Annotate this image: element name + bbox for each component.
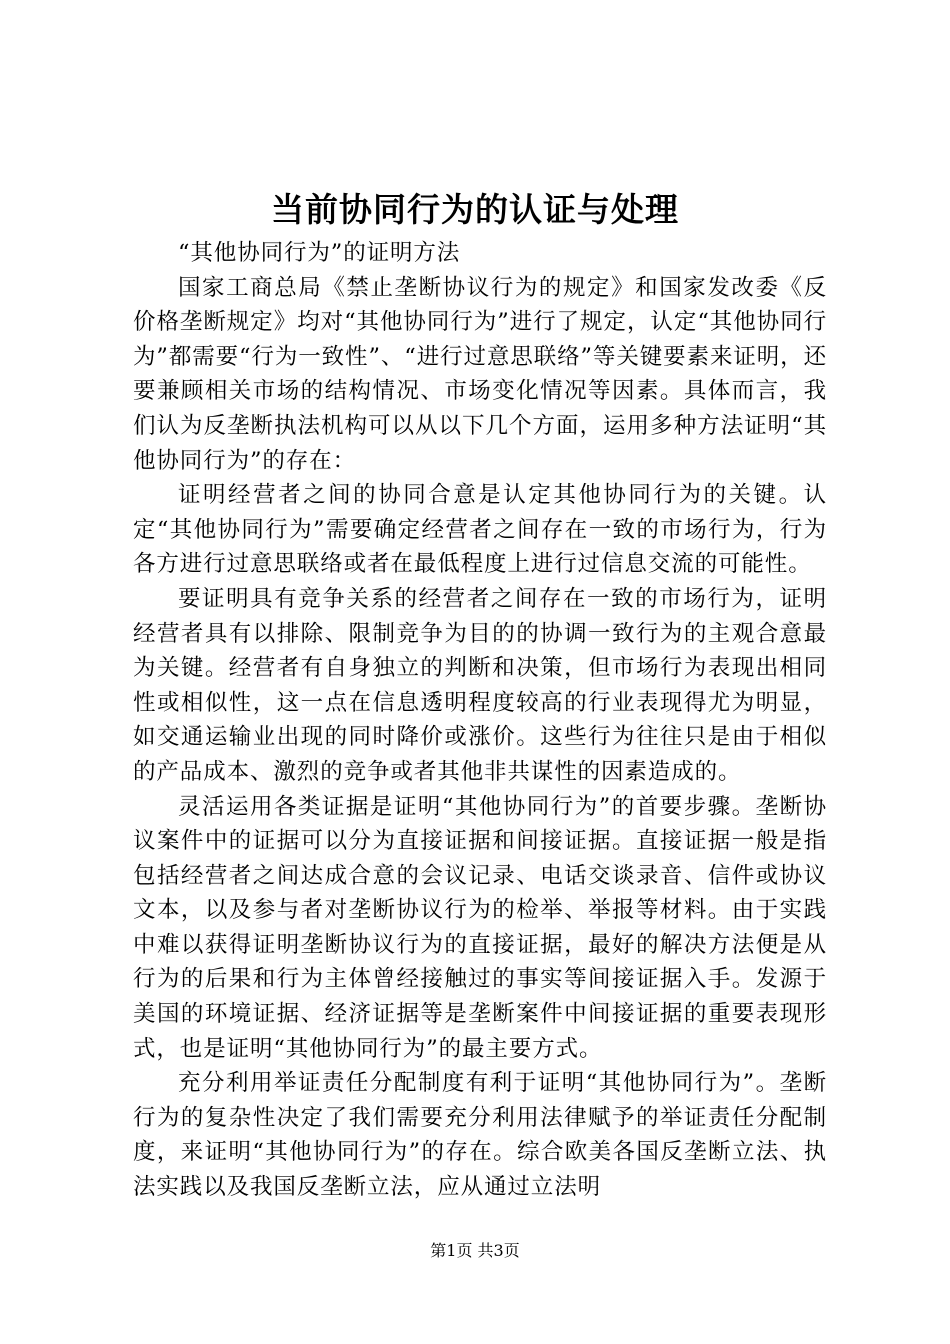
page-footer: 第1页 共3页 (430, 1241, 520, 1260)
paragraph-heading: “其他协同行为”的证明方法 (178, 240, 461, 266)
paragraph: 灵活运用各类证据是证明“其他协同行为”的首要步骤。垄断协议案件中的证据可以分为直接证据和间接证据。直接证据一般是指包括经营者之间达成合意的会议记录、电话交谈录音、信件或协议文本，以及参与者对垄断协议行为的检举、举报等材料。由于实践中难以获得证明垄断协议行为的直接证据，最好的解决方法便是从行为的后果和行为主体曾经接触过的事实等间接证据入手。发源于美国的环境证据、经济证据等是垄断案件中间接证据的重要表现形式，也是证明“其他协同行为”的最主要方式。 (133, 793, 827, 1062)
paragraph: 证明经营者之间的协同合意是认定其他协同行为的关键。认定“其他协同行为”需要确定经营者之间存在一致的市场行为，行为各方进行过意思联络或者在最低程度上进行过信息交流的可能性。 (133, 482, 827, 578)
paragraph: 要证明具有竞争关系的经营者之间存在一致的市场行为，证明经营者具有以排除、限制竞争为目的的协调一致行为的主观合意最为关键。经营者有自身独立的判断和决策，但市场行为表现出相同性或相似性，这一点在信息透明程度较高的行业表现得尤为明显，如交通运输业出现的同时降价或涨价。这些行为往往只是由于相似的产品成本、激烈的竞争或者其他非共谋性的因素造成的。 (133, 585, 827, 785)
document-body (133, 236, 827, 1205)
document-title: 当前协同行为的认证与处理 (271, 190, 679, 229)
paragraph: 充分利用举证责任分配制度有利于证明“其他协同行为”。垄断行为的复杂性决定了我们需要充分利用法律赋予的举证责任分配制度，来证明“其他协同行为”的存在。综合欧美各国反垄断立法、执法实践以及我国反垄断立法，应从通过立法明 (133, 1070, 827, 1201)
paragraph: 国家工商总局《禁止垄断协议行为的规定》和国家发改委《反价格垄断规定》均对“其他协同行为”进行了规定，认定“其他协同行为”都需要“行为一致性”、“进行过意思联络”等关键要素来证明，还要兼顾相关市场的结构情况、市场变化情况等因素。具体而言，我们认为反垄断执法机构可以从以下几个方面，运用多种方法证明“其他协同行为”的存在： (133, 274, 827, 474)
